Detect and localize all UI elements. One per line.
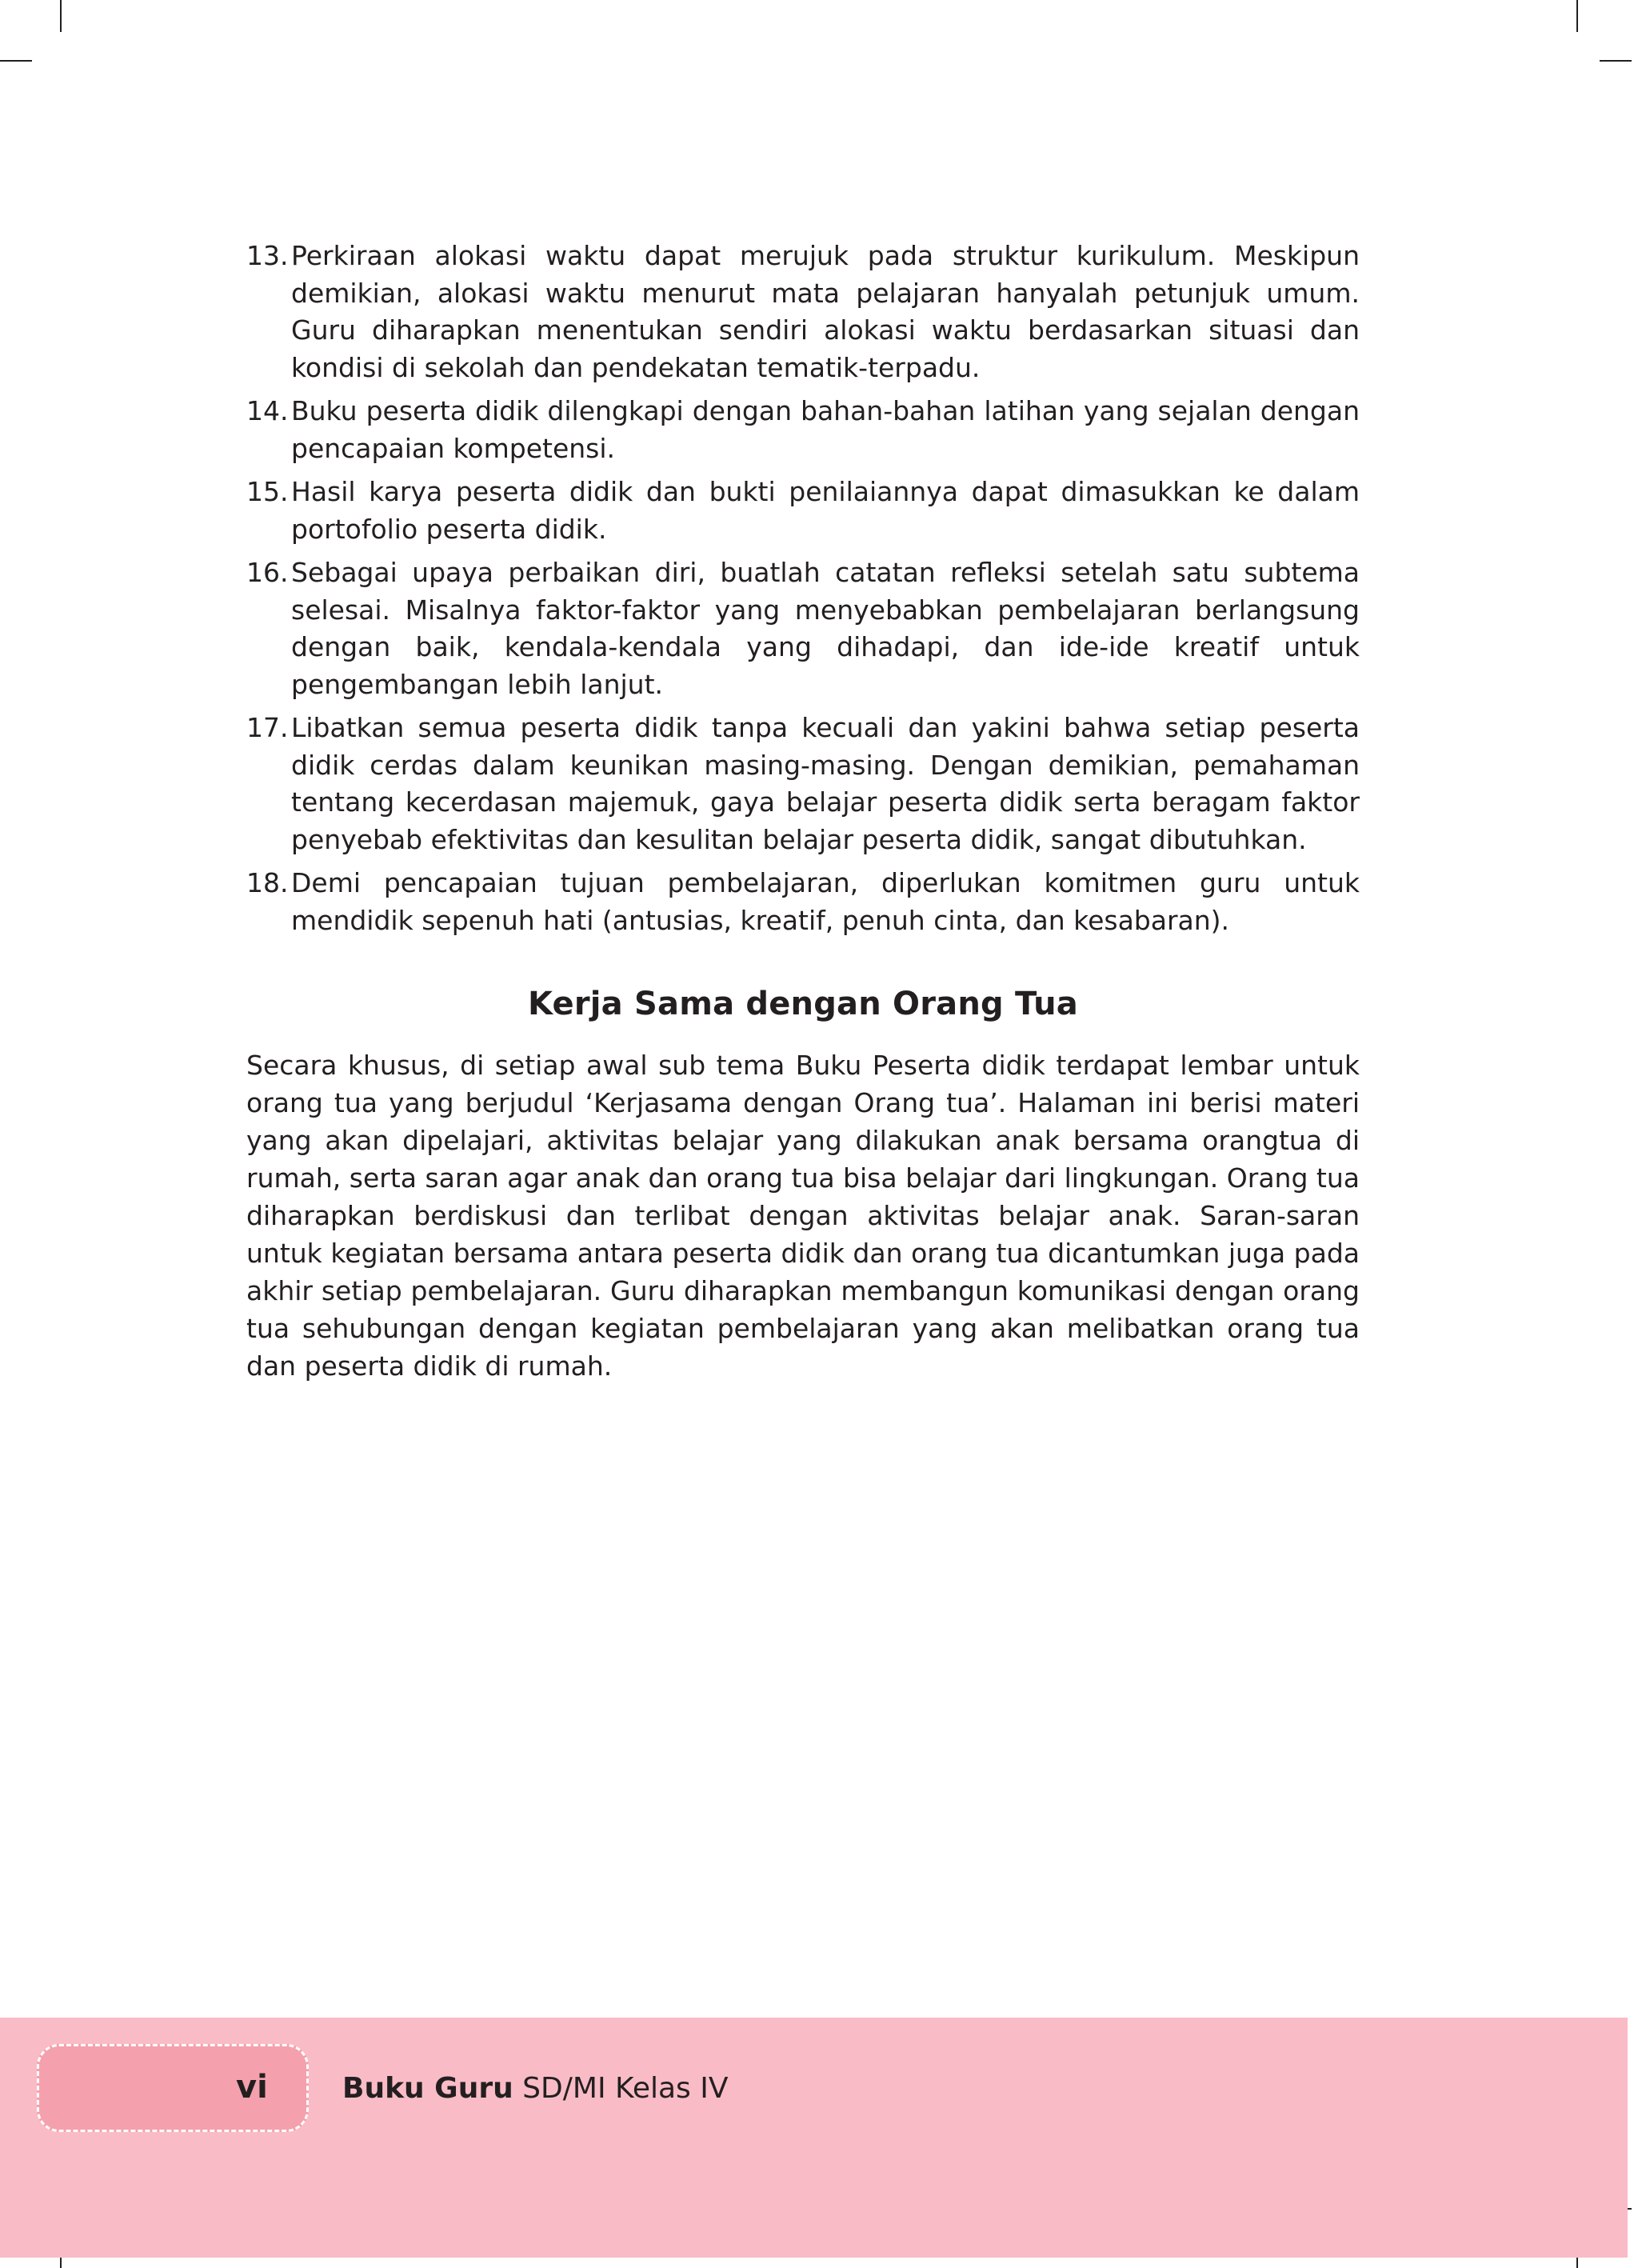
item-number: 15. xyxy=(246,476,289,507)
item-text: Hasil karya peserta didik dan bukti penilaiannya dapat dimasukkan ke dalam portofolio peserta didik. xyxy=(291,476,1360,545)
footer-title-bold: Buku Guru xyxy=(342,2072,513,2105)
numbered-list xyxy=(246,238,1360,939)
list-item xyxy=(246,238,1360,386)
item-number: 16. xyxy=(246,557,289,588)
item-text: Sebagai upaya perbaikan diri, buatlah catatan refleksi setelah satu subtema selesai. Misalnya faktor-faktor yang menyebabkan pembelajaran berlangsung dengan baik, kendala-kendala yang dihadapi, dan ide-ide kreatif untuk pengembangan lebih lanjut. xyxy=(291,557,1360,700)
list-item xyxy=(246,865,1360,939)
crop-mark xyxy=(0,60,32,62)
page-number: vi xyxy=(236,2069,268,2106)
footer-book-title xyxy=(342,2072,728,2105)
item-text: Perkiraan alokasi waktu dapat merujuk pada struktur kurikulum. Meskipun demikian, alokasi waktu menurut mata pelajaran hanyalah petunjuk umum. Guru diharapkan menentukan sendiri alokasi waktu berdasarkan situasi dan kondisi di sekolah dan pendekatan tematik-terpadu. xyxy=(291,240,1360,383)
item-number: 14. xyxy=(246,395,289,426)
page-number-tab xyxy=(37,2044,309,2132)
crop-mark xyxy=(1600,60,1632,62)
item-text: Libatkan semua peserta didik tanpa kecuali dan yakini bahwa setiap peserta didik cerdas dalam keunikan masing-masing. Dengan demikian, pemahaman tentang kecerdasan majemuk, gaya belajar peserta didik serta beragam faktor penyebab efektivitas dan kesulitan belajar peserta didik, sangat dibutuhkan. xyxy=(291,712,1360,855)
item-number: 13. xyxy=(246,240,289,271)
list-item xyxy=(246,393,1360,467)
item-number: 17. xyxy=(246,712,289,743)
list-item xyxy=(246,710,1360,858)
section-title: Kerja Sama dengan Orang Tua xyxy=(528,986,1078,1022)
item-text: Buku peserta didik dilengkapi dengan bahan-bahan latihan yang sejalan dengan pencapaian kompetensi. xyxy=(291,395,1360,464)
crop-mark xyxy=(60,0,62,32)
item-number: 18. xyxy=(246,867,289,898)
list-item xyxy=(246,554,1360,703)
footer-title-rest: SD/MI Kelas IV xyxy=(513,2072,729,2105)
item-text: Demi pencapaian tujuan pembelajaran, diperlukan komitmen guru untuk mendidik sepenuh hati (antusias, kreatif, penuh cinta, dan kesabaran). xyxy=(291,867,1360,936)
crop-mark xyxy=(1576,0,1578,32)
section-paragraph: Secara khusus, di setiap awal sub tema Buku Peserta didik terdapat lembar untuk orang tua yang berjudul ‘Kerjasama dengan Orang tua’. Halaman ini berisi materi yang akan dipelajari, aktivitas belajar yang dilakukan anak bersama orangtua di rumah, serta saran agar anak dan orang tua bisa belajar dari lingkungan. Orang tua diharapkan berdiskusi dan terlibat dengan aktivitas belajar anak. Saran-saran untuk kegiatan bersama antara peserta didik dan orang tua dicantumkan juga pada akhir setiap pembelajaran. Guru diharapkan membangun komunikasi dengan orang tua sehubungan dengan kegiatan pembelajaran yang akan melibatkan orang tua dan peserta didik di rumah. xyxy=(246,1050,1360,1382)
page-content xyxy=(246,238,1360,1385)
list-item xyxy=(246,474,1360,548)
